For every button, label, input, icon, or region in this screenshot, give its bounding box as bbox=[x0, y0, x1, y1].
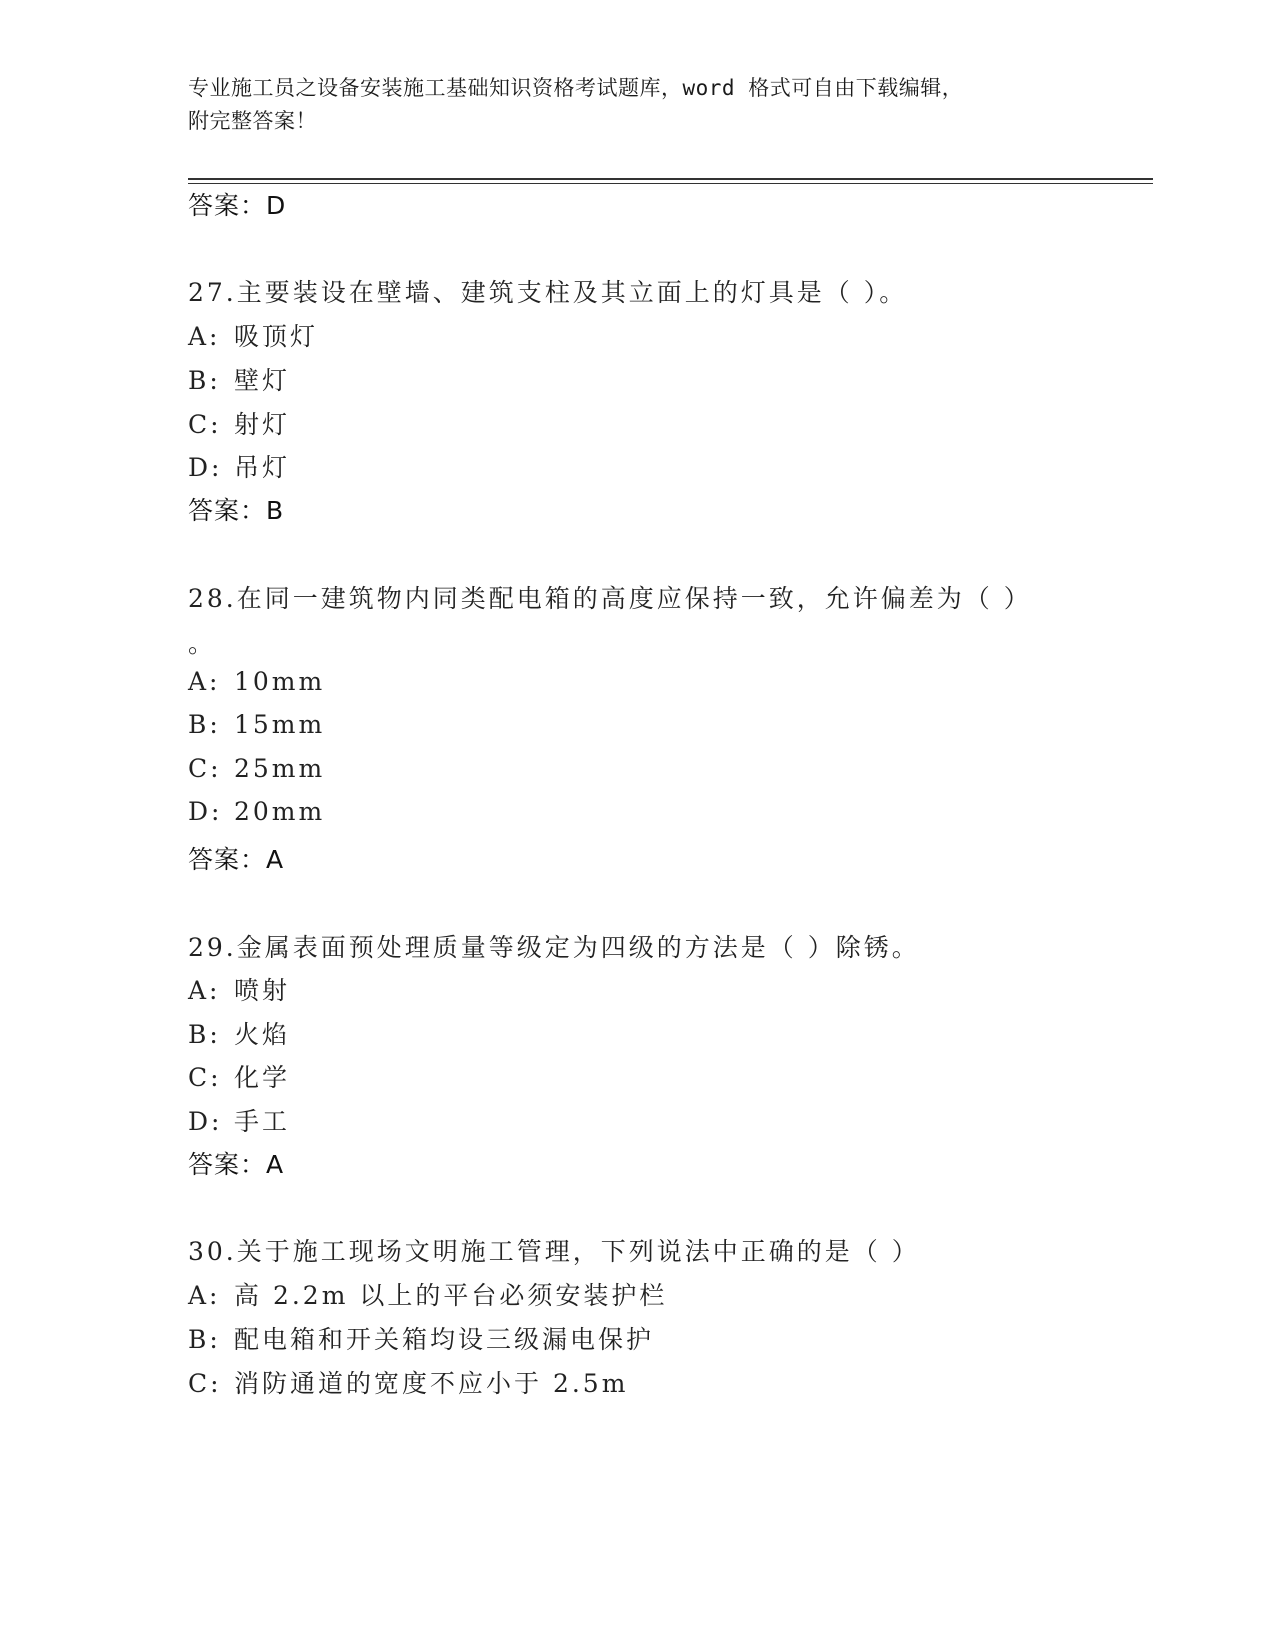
option-text: 10mm bbox=[234, 667, 326, 696]
option-label: D: bbox=[188, 453, 223, 482]
header-line-1: 专业施工员之设备安装施工基础知识资格考试题库，word 格式可自由下载编辑， bbox=[188, 76, 964, 100]
option-label: D: bbox=[188, 797, 223, 826]
option-line bbox=[188, 971, 290, 1007]
option-label: A: bbox=[188, 976, 221, 1005]
option-text: 25mm bbox=[234, 754, 326, 783]
option-line bbox=[188, 405, 290, 441]
option-text: 手工 bbox=[234, 1107, 291, 1136]
question-stem: 29.金属表面预处理质量等级定为四级的方法是（ ）除锈。 bbox=[188, 933, 920, 962]
option-line bbox=[188, 1102, 290, 1138]
option-text: 消防通道的宽度不应小于 2.5m bbox=[234, 1369, 629, 1398]
header-divider-thick bbox=[188, 178, 1153, 180]
option-line bbox=[188, 448, 290, 484]
question-stem: 30.关于施工现场文明施工管理，下列说法中正确的是（ ） bbox=[188, 1237, 920, 1266]
option-label: A: bbox=[188, 1281, 221, 1310]
question-stem: 28.在同一建筑物内同类配电箱的高度应保持一致，允许偏差为（ ） bbox=[188, 584, 1032, 613]
option-line bbox=[188, 667, 325, 696]
option-label: B: bbox=[188, 1020, 221, 1049]
option-line bbox=[188, 1320, 654, 1356]
document-header bbox=[188, 72, 1088, 138]
option-line bbox=[188, 754, 325, 783]
option-text: 化学 bbox=[234, 1063, 291, 1092]
option-label: C: bbox=[188, 754, 222, 783]
answer-line: 答案：A bbox=[188, 1150, 285, 1179]
header-divider-thin bbox=[188, 183, 1153, 184]
option-label: C: bbox=[188, 410, 222, 439]
option-label: B: bbox=[188, 710, 221, 739]
option-label: A: bbox=[188, 322, 221, 351]
question-stem: 27.主要装设在壁墙、建筑支柱及其立面上的灯具是（ ）。 bbox=[188, 278, 908, 307]
option-text: 吸顶灯 bbox=[234, 322, 319, 351]
option-text: 15mm bbox=[234, 710, 326, 739]
option-label: B: bbox=[188, 366, 221, 395]
option-text: 20mm bbox=[234, 797, 326, 826]
option-label: C: bbox=[188, 1063, 222, 1092]
answer-line: 答案：D bbox=[188, 191, 287, 220]
option-line bbox=[188, 361, 290, 397]
option-text: 高 2.2m 以上的平台必须安装护栏 bbox=[234, 1281, 668, 1310]
option-line bbox=[188, 797, 325, 826]
option-text: 配电箱和开关箱均设三级漏电保护 bbox=[234, 1325, 655, 1354]
option-text: 吊灯 bbox=[234, 453, 291, 482]
option-label: A: bbox=[188, 667, 221, 696]
option-label: D: bbox=[188, 1107, 223, 1136]
option-text: 火焰 bbox=[234, 1020, 291, 1049]
option-line bbox=[188, 317, 318, 353]
option-line bbox=[188, 1058, 290, 1094]
question-stem-continuation: 。 bbox=[188, 629, 217, 658]
option-line bbox=[188, 1015, 290, 1051]
option-line bbox=[188, 1276, 667, 1312]
answer-line: 答案：A bbox=[188, 845, 285, 874]
answer-line: 答案：B bbox=[188, 496, 285, 525]
header-line-2: 附完整答案！ bbox=[188, 109, 317, 133]
option-text: 壁灯 bbox=[234, 366, 291, 395]
option-line bbox=[188, 710, 325, 739]
option-line bbox=[188, 1364, 628, 1400]
option-text: 射灯 bbox=[234, 410, 291, 439]
option-label: C: bbox=[188, 1369, 222, 1398]
option-text: 喷射 bbox=[234, 976, 291, 1005]
option-label: B: bbox=[188, 1325, 221, 1354]
